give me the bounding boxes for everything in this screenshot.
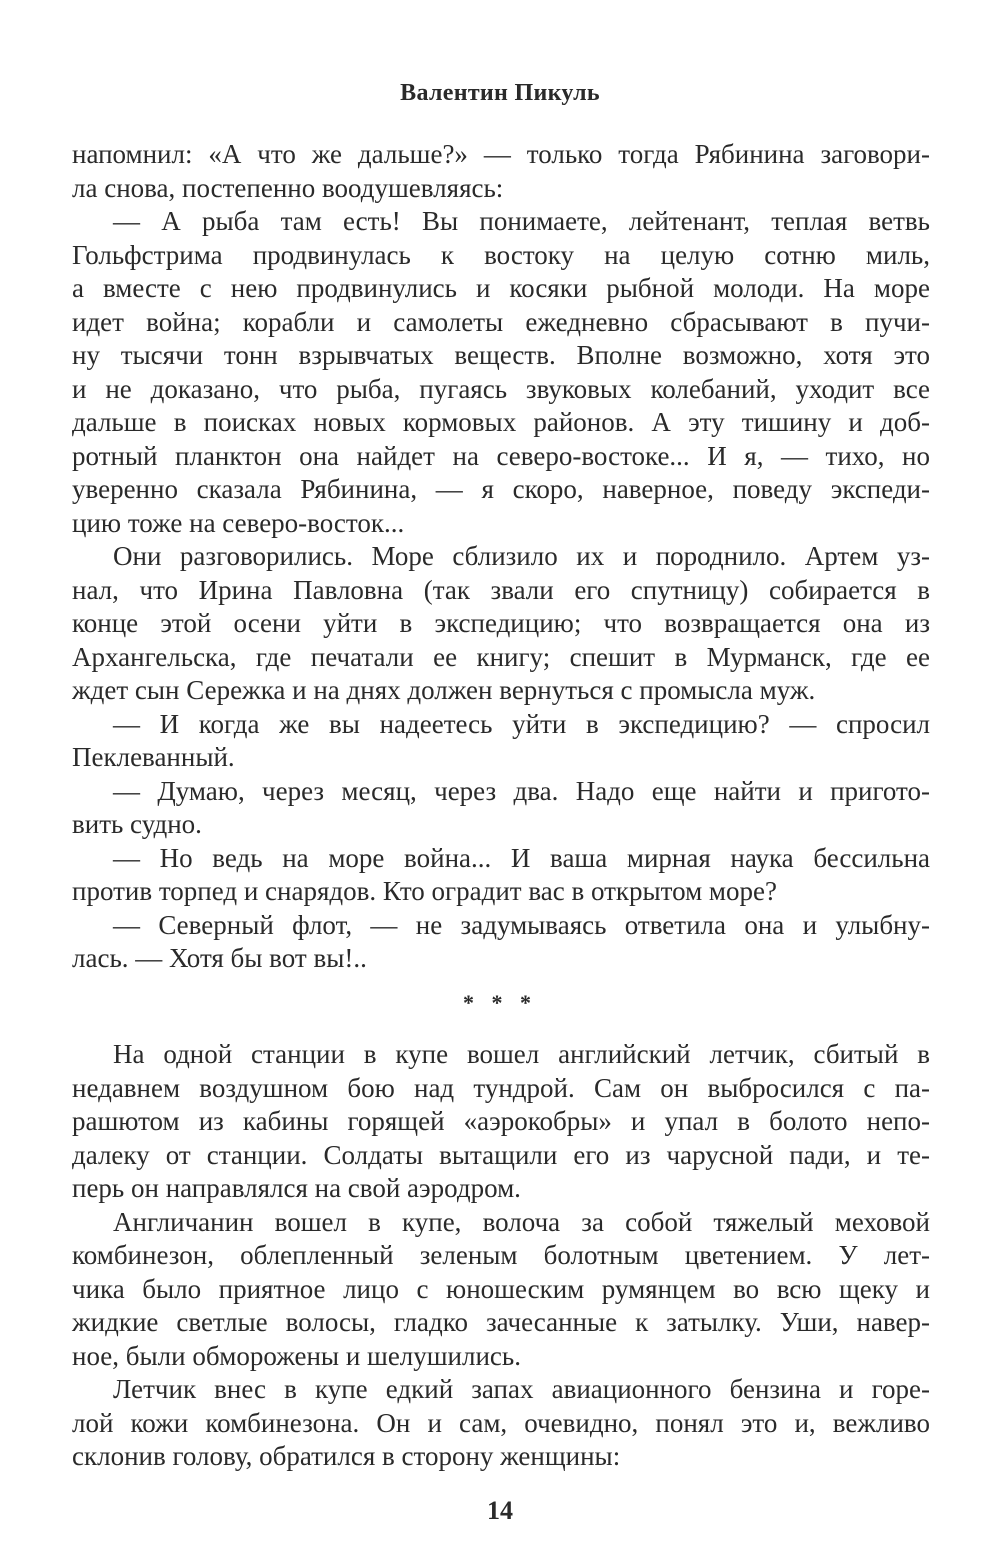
paragraph	[72, 1206, 930, 1374]
text-line: дальше в поисках новых кормовых районов. А эту тишину и доб-	[72, 407, 930, 437]
text-line: Англичанин вошел в купе, волоча за собой тяжелый меховой	[113, 1206, 930, 1237]
paragraph	[72, 540, 930, 708]
paragraph	[72, 708, 930, 775]
text-line: ное, были обморожены и шелушились.	[72, 1340, 521, 1371]
paragraph	[72, 842, 930, 909]
text-line: конце этой осени уйти в экспедицию; что возвращается она из	[72, 608, 930, 638]
text-line: цию тоже на северо-восток...	[72, 507, 405, 538]
text-line: а вместе с нею продвинулись и косяки рыбной молоди. На море	[72, 273, 930, 303]
text-line: ждет сын Сережка и на днях должен вернуться с промысла муж.	[72, 675, 816, 705]
text-line: лась. — Хотя бы вот вы!..	[72, 943, 367, 973]
text-line: недавнем воздушном бою над тундрой. Сам он выбросился с па-	[72, 1072, 930, 1103]
section-separator: * * *	[463, 990, 537, 1015]
paragraph	[72, 138, 930, 205]
text-line: вить судно.	[72, 809, 202, 839]
text-line: Летчик внес в купе едкий запах авиационного бензина и горе-	[113, 1374, 930, 1404]
text-section-2	[72, 1038, 930, 1474]
text-line: и не доказано, что рыба, пугаясь звуковых колебаний, уходит все	[72, 373, 930, 404]
text-line: ротный планктон она найдет на северо-востоке... И я, — тихо, но	[72, 440, 930, 471]
text-line: далеку от станции. Солдаты вытащили его из чарусной пади, и те-	[72, 1139, 930, 1170]
text-line: ну тысячи тонн взрывчатых веществ. Вполне возможно, хотя это	[72, 340, 930, 370]
text-line: комбинезон, облепленный зеленым болотным цветением. У лет-	[72, 1240, 930, 1270]
text-line: напомнил: «А что же дальше?» — только тогда Рябинина заговори-	[72, 139, 930, 169]
text-line: На одной станции в купе вошел английский летчик, сбитый в	[113, 1039, 930, 1069]
text-line: Они разговорились. Море сблизило их и породнило. Артем уз-	[113, 541, 930, 571]
text-line: — И когда же вы надеетесь уйти в экспедицию? — спросил	[113, 708, 930, 739]
text-line: ла снова, постепенно воодушевляясь:	[72, 172, 504, 203]
text-line: нал, что Ирина Павловна (так звали его спутницу) собирается в	[72, 574, 930, 605]
paragraph	[72, 1038, 930, 1206]
text-line: перь он направлялся на свой аэродром.	[72, 1173, 521, 1203]
paragraph	[72, 775, 930, 842]
text-line: рашютом из кабины горящей «аэрокобры» и упал в болото непо-	[72, 1106, 930, 1136]
text-line: против торпед и снарядов. Кто оградит вас в открытом море?	[72, 876, 777, 906]
text-line: Архангельска, где печатали ее книгу; спешит в Мурманск, где ее	[72, 641, 930, 672]
paragraph	[72, 909, 930, 976]
text-line: жидкие светлые волосы, гладко зачесанные к затылку. Уши, навер-	[72, 1307, 930, 1337]
text-line: чика было приятное лицо с юношеским румянцем во всю щеку и	[72, 1273, 930, 1304]
text-line: склонив голову, обратился в сторону женщины:	[72, 1441, 621, 1471]
paragraph	[72, 205, 930, 540]
running-header: Валентин Пикуль	[400, 80, 600, 106]
text-line: — Но ведь на море война... И ваша мирная наука бессильна	[113, 842, 930, 873]
text-line: — Думаю, через месяц, через два. Надо еще найти и пригото-	[113, 775, 930, 806]
text-line: лой кожи комбинезона. Он и сам, очевидно, понял это и, вежливо	[72, 1407, 930, 1438]
text-line: Пеклеванный.	[72, 742, 235, 772]
text-line: Гольфстрима продвинулась к востоку на целую сотню миль,	[72, 239, 930, 270]
text-line: идет война; корабли и самолеты ежедневно сбрасывают в пучи-	[72, 306, 930, 337]
text-section-1	[72, 138, 930, 976]
text-line: — А рыба там есть! Вы понимаете, лейтенант, теплая ветвь	[113, 206, 930, 236]
paragraph	[72, 1373, 930, 1474]
text-line: — Северный флот, — не задумываясь ответила она и улыбну-	[113, 909, 930, 940]
page-number: 14	[487, 1496, 513, 1525]
text-line: уверенно сказала Рябинина, — я скоро, наверное, поведу экспеди-	[72, 474, 930, 504]
